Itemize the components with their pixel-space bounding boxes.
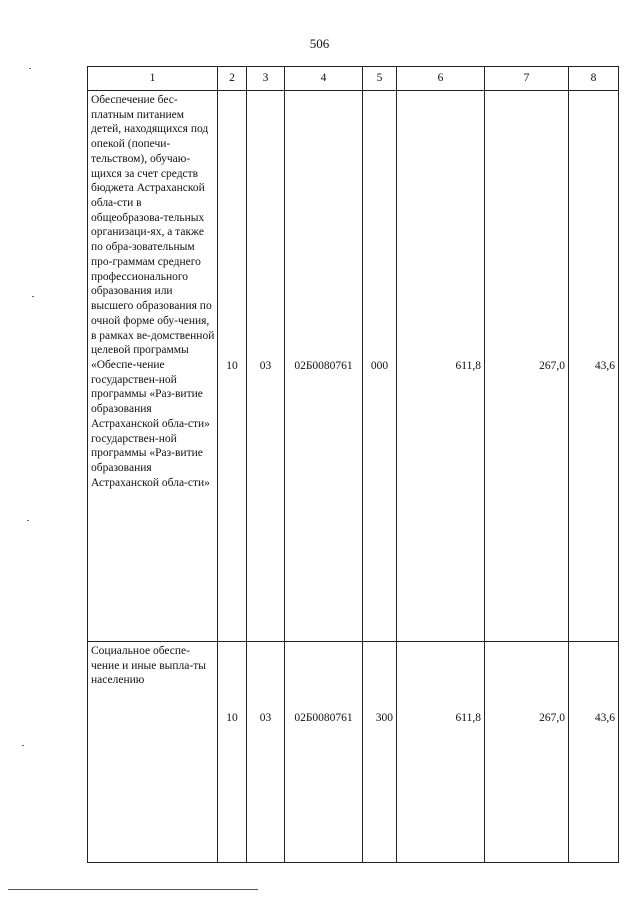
column-header-4: 4 bbox=[285, 67, 363, 91]
row-description: Социальное обеспе-чение и иные выпла-ты населению bbox=[88, 642, 218, 863]
row-target-article: 02Б0080761 bbox=[285, 642, 363, 863]
page-number: 506 bbox=[309, 36, 330, 51]
row-amount-8: 43,6 bbox=[569, 642, 619, 863]
row-subsection: 03 bbox=[247, 91, 285, 642]
row-expense-type: 300 bbox=[363, 642, 397, 863]
row-target-article: 02Б0080761 bbox=[285, 91, 363, 642]
scan-speck bbox=[32, 296, 34, 297]
table-row bbox=[88, 642, 619, 863]
scan-speck bbox=[22, 745, 24, 746]
row-amount-8: 43,6 bbox=[569, 91, 619, 642]
row-amount-6: 611,8 bbox=[397, 642, 485, 863]
column-header-7: 7 bbox=[485, 67, 569, 91]
row-expense-type: 000 bbox=[363, 91, 397, 642]
table-header-row bbox=[88, 67, 619, 91]
column-header-1: 1 bbox=[88, 67, 218, 91]
row-amount-7: 267,0 bbox=[485, 642, 569, 863]
footer-rule bbox=[8, 889, 258, 890]
column-header-3: 3 bbox=[247, 67, 285, 91]
row-description: Обеспечение бес-платным питанием детей, находящихся под опекой (попечи-тельством), обучаю-щихся за счет средств бюджета Астраханской обла-сти в общеобразова-тельных организаци-ях, а также по обра-зовательным про-граммам среднего профессионального образования или высшего образования по очной форме обу-чения, в рамках ве-домственной целевой программы «Обеспе-чение государствен-ной программы «Раз-витие образования Астраханской обла-сти» государствен-ной программы «Раз-витие образования Астраханской обла-сти» bbox=[88, 91, 218, 642]
column-header-6: 6 bbox=[397, 67, 485, 91]
row-amount-7: 267,0 bbox=[485, 91, 569, 642]
scan-speck bbox=[27, 520, 29, 521]
table-row bbox=[88, 91, 619, 642]
budget-table bbox=[87, 66, 619, 863]
column-header-5: 5 bbox=[363, 67, 397, 91]
column-header-2: 2 bbox=[218, 67, 247, 91]
scan-speck bbox=[29, 68, 31, 69]
column-header-8: 8 bbox=[569, 67, 619, 91]
row-subsection: 03 bbox=[247, 642, 285, 863]
row-section: 10 bbox=[218, 91, 247, 642]
row-section: 10 bbox=[218, 642, 247, 863]
row-amount-6: 611,8 bbox=[397, 91, 485, 642]
